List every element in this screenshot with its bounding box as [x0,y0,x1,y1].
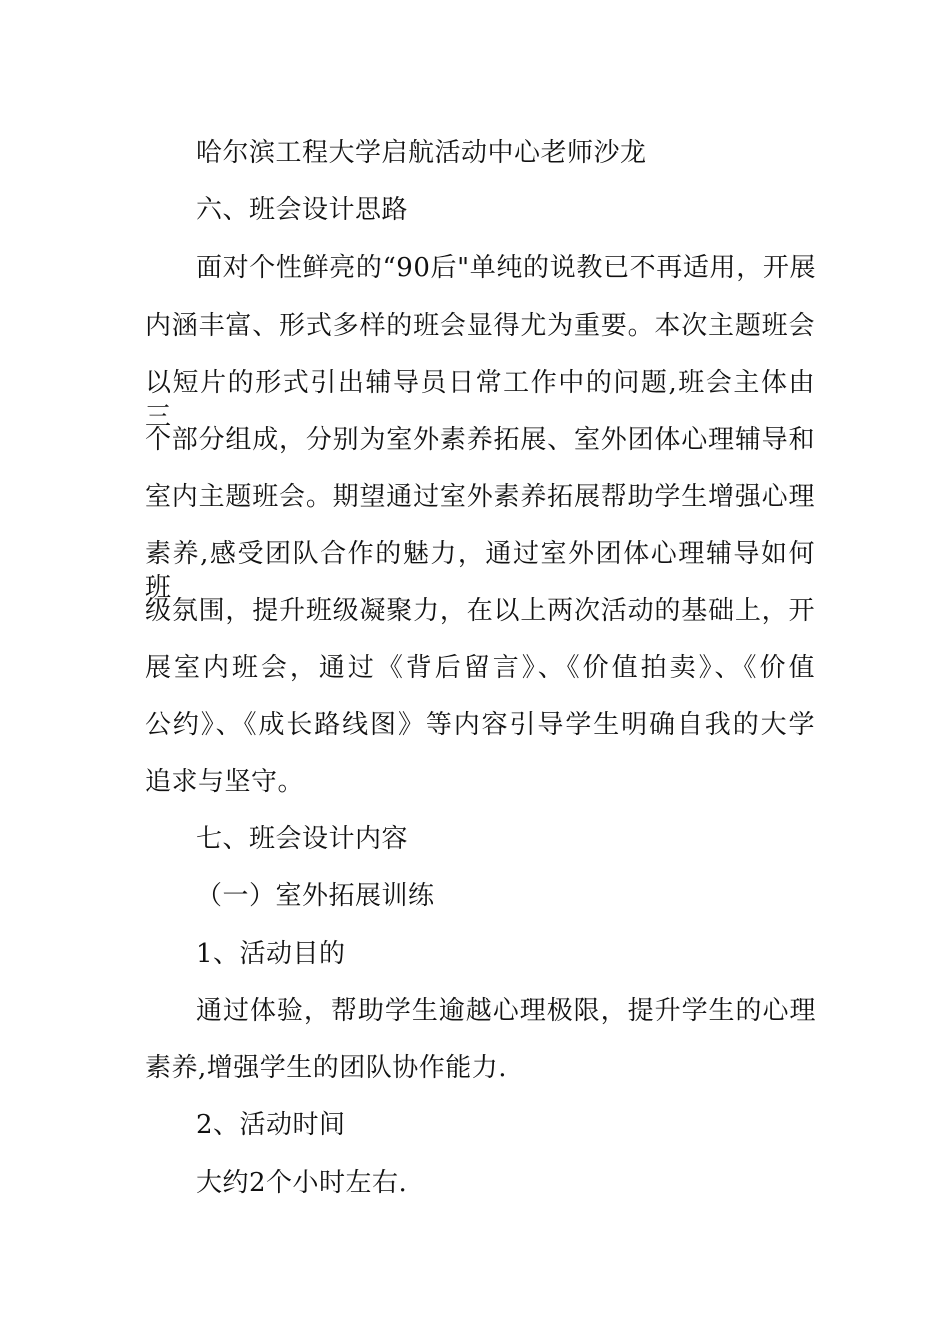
paragraph-line: 通过体验，帮助学生逾越心理极限，提升学生的心理 [196,996,816,1026]
paragraph-line: 公约》、《成长路线图》等内容引导学生明确自我的大学 [145,710,815,740]
paragraph-line: 内涵丰富、形式多样的班会显得尤为重要。本次主题班会 [145,311,815,341]
paragraph-line: 面对个性鲜亮的“90后"单纯的说教已不再适用，开展 [196,253,816,283]
paragraph-line: 素养,增强学生的团队协作能力. [145,1053,508,1083]
text-line: 哈尔滨工程大学启航活动中心老师沙龙 [196,138,647,168]
paragraph-line: 以短片的形式引出辅导员日常工作中的问题,班会主体由三 [145,368,815,432]
paragraph-line: 个部分组成，分别为室外素养拓展、室外团体心理辅导和 [145,425,815,455]
paragraph-line: 室内主题班会。期望通过室外素养拓展帮助学生增强心理 [145,482,815,512]
item-heading: 1、活动目的 [196,939,346,969]
paragraph-line: 展室内班会，通过《背后留言》、《价值拍卖》、《价值 [145,653,815,683]
paragraph-line: 级氛围，提升班级凝聚力，在以上两次活动的基础上，开 [145,596,815,626]
subsection-heading: （一）室外拓展训练 [196,881,435,911]
section-heading: 七、班会设计内容 [196,824,409,854]
paragraph-line: 大约2个小时左右. [196,1168,408,1198]
paragraph-line: 追求与坚守。 [145,767,305,797]
paragraph-line: 素养,感受团队合作的魅力，通过室外团体心理辅导如何班 [145,539,815,603]
item-heading: 2、活动时间 [196,1110,346,1140]
section-heading: 六、班会设计思路 [196,195,409,225]
